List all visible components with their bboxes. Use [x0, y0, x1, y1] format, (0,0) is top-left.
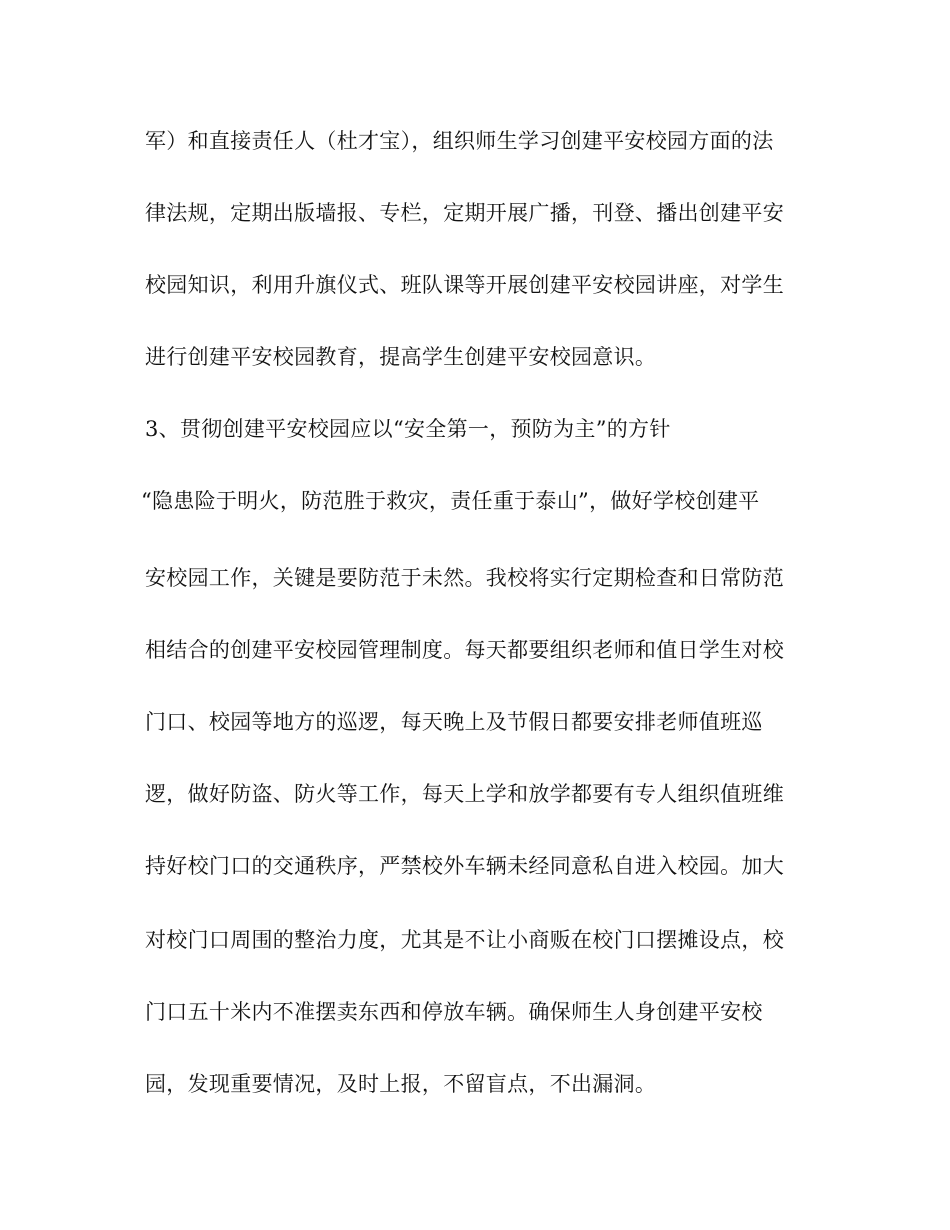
paragraph-line: 校园知识，利用升旗仪式、班队课等开展创建平安校园讲座，对学生 [145, 273, 784, 297]
paragraph-line: 园，发现重要情况，及时上报，不留盲点，不出漏洞。 [145, 1072, 657, 1096]
paragraph-line: 门口、校园等地方的巡逻，每天晚上及节假日都要安排老师值班巡 [145, 710, 763, 734]
paragraph-line: “隐患险于明火，防范胜于救灾，责任重于泰山”，做好学校创建平 [141, 489, 760, 513]
paragraph-line: 对校门口周围的整治力度，尤其是不让小商贩在校门口摆摊设点，校 [145, 928, 784, 952]
paragraph-line: 持好校门口的交通秩序，严禁校外车辆未经同意私自进入校园。加大 [145, 854, 784, 878]
paragraph-line: 安校园工作，关键是要防范于未然。我校将实行定期检查和日常防范 [145, 566, 784, 590]
paragraph-line: 相结合的创建平安校园管理制度。每天都要组织老师和值日学生对校 [145, 638, 784, 662]
paragraph-line: 军）和直接责任人（杜才宝），组织师生学习创建平安校园方面的法 [145, 129, 774, 153]
paragraph-line: 进行创建平安校园教育，提高学生创建平安校园意识。 [145, 345, 657, 369]
section-heading: 3、贯彻创建平安校园应以“安全第一，预防为主”的方针 [145, 417, 671, 441]
paragraph-line: 门口五十米内不准摆卖东西和停放车辆。确保师生人身创建平安校 [145, 1000, 763, 1024]
paragraph-line: 逻，做好防盗、防火等工作，每天上学和放学都要有专人组织值班维 [145, 782, 784, 806]
paragraph-line: 律法规，定期出版墙报、专栏，定期开展广播，刊登、播出创建平安 [145, 201, 784, 225]
